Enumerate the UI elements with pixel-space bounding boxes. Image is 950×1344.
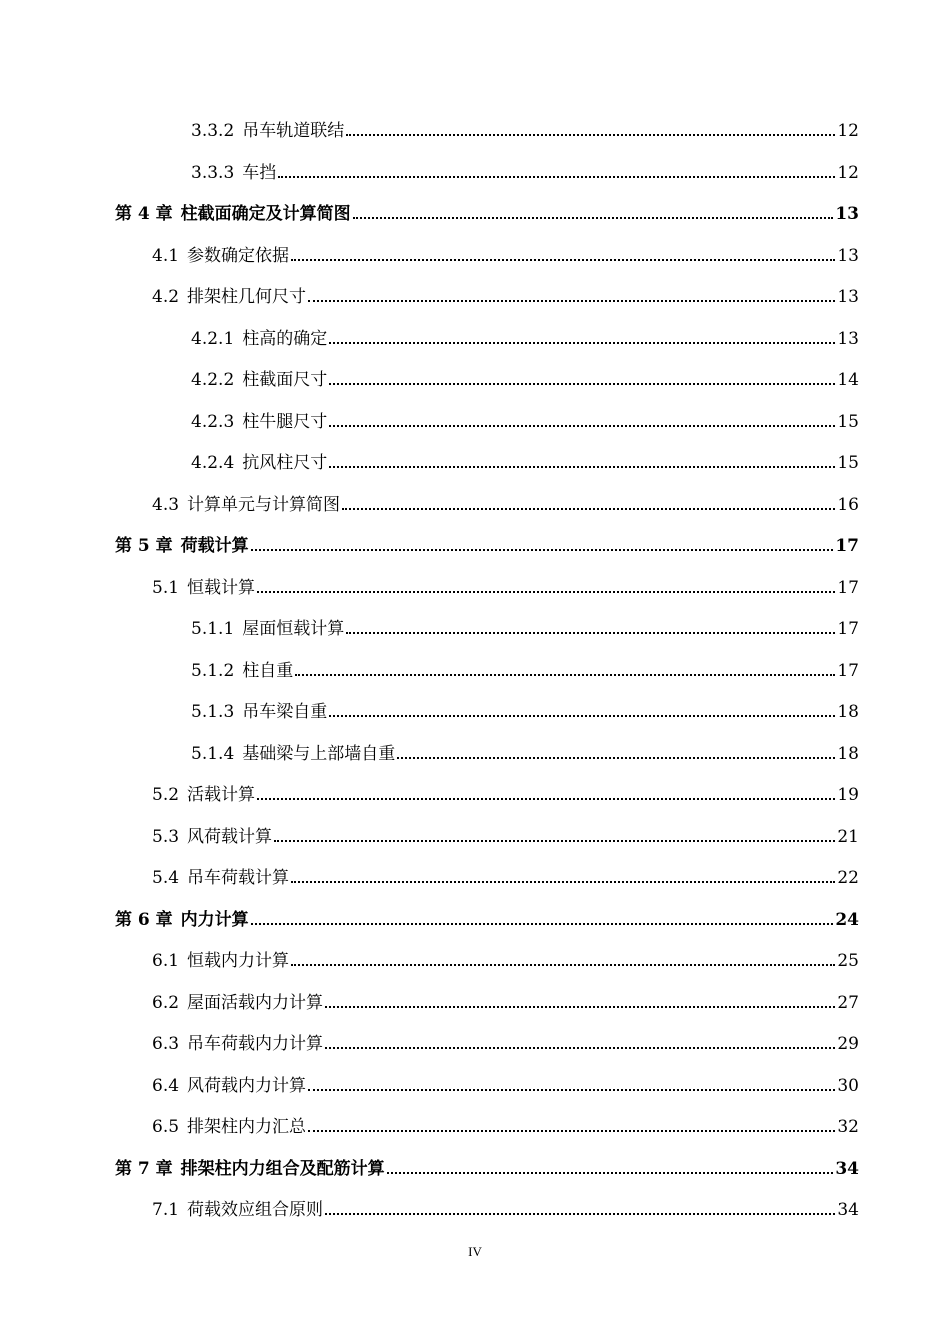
toc-entry-number: 5.3 [152,826,180,847]
toc-section-entry[interactable] [0,326,859,350]
toc-entry-title: 吊车荷载计算 [187,868,290,888]
toc-dot-leader [291,964,835,966]
toc-section-entry[interactable] [0,118,859,142]
toc-section-entry[interactable] [0,948,859,972]
toc-entry-page: 27 [837,992,859,1013]
toc-entry-page: 18 [837,702,859,722]
toc-entry-number: 5.1.3 [191,702,235,722]
toc-entry-number: 5.1.1 [191,619,235,639]
page-number-footer: IV [468,1244,482,1259]
toc-dot-leader [251,549,834,551]
toc-entry-text [115,203,351,225]
toc-entry-text [152,1033,323,1055]
toc-entry-text [115,1158,385,1180]
toc-entry-page: 16 [837,494,859,515]
toc-section-entry[interactable] [0,1073,859,1097]
toc-entry-title: 恒载内力计算 [187,951,290,971]
toc-section-entry[interactable] [0,824,859,848]
toc-dot-leader [329,425,835,427]
toc-entry-text [152,784,255,806]
toc-entry-title: 参数确定依据 [187,245,290,266]
toc-entry-number: 4.2.2 [191,370,235,390]
toc-dot-leader [251,923,834,925]
toc-entry-title: 柱牛腿尺寸 [242,411,328,432]
toc-dot-leader [346,134,835,136]
toc-entry-title: 排架柱内力组合及配筋计算 [180,1158,385,1179]
toc-entry-page: 21 [837,826,859,847]
toc-dot-leader [257,591,835,593]
toc-entry-text [191,452,327,474]
toc-entry-number: 5.2 [152,785,180,805]
toc-section-entry[interactable] [0,699,859,723]
toc-entry-number: 第 4 章 [115,204,173,224]
toc-entry-text [191,328,327,350]
toc-entry-title: 风荷载计算 [187,826,273,847]
toc-entry-number: 4.2.4 [191,453,235,473]
toc-entry-number: 5.1 [152,577,180,598]
toc-entry-title: 屋面活载内力计算 [187,992,324,1013]
toc-entry-text [191,618,344,640]
toc-dot-leader [329,715,835,717]
toc-entry-title: 风荷载内力计算 [187,1075,307,1096]
toc-entry-text [152,1199,323,1221]
toc-section-entry[interactable] [0,741,859,765]
toc-dot-leader [308,1089,835,1091]
toc-dot-leader [291,259,835,261]
toc-entry-number: 4.2.1 [191,328,235,349]
toc-entry-number: 6.1 [152,951,180,971]
toc-entry-number: 3.3.2 [191,121,235,141]
toc-dot-leader [325,1047,835,1049]
toc-section-entry[interactable] [0,1197,859,1221]
toc-section-entry[interactable] [0,409,859,433]
toc-dot-leader [325,1213,835,1215]
toc-entry-page: 17 [835,536,859,556]
toc-entry-page: 13 [837,287,859,307]
toc-entry-page: 32 [837,1117,859,1137]
toc-entry-text [152,867,289,889]
toc-chapter-entry[interactable] [0,907,859,931]
toc-entry-text [191,660,293,682]
toc-entry-number: 4.3 [152,494,180,515]
toc-dot-leader [325,1006,835,1008]
toc-entry-title: 抗风柱尺寸 [242,453,328,473]
toc-section-entry[interactable] [0,160,859,184]
toc-entry-page: 25 [837,951,859,971]
toc-dot-leader [397,757,835,759]
toc-chapter-entry[interactable] [0,1156,859,1180]
toc-dot-leader [257,798,835,800]
toc-entry-page: 13 [835,204,859,224]
toc-entry-page: 34 [835,1158,859,1179]
toc-dot-leader [387,1172,834,1174]
toc-entry-number: 第 6 章 [115,909,173,930]
toc-entry-number: 第 5 章 [115,536,173,556]
toc-entry-number: 7.1 [152,1200,180,1220]
toc-entry-title: 吊车轨道联结 [242,121,345,141]
toc-entry-number: 第 7 章 [115,1158,173,1179]
toc-entry-text [152,1075,306,1097]
toc-section-entry[interactable] [0,575,859,599]
toc-section-entry[interactable] [0,782,859,806]
toc-entry-title: 排架柱几何尺寸 [187,287,307,307]
toc-chapter-entry[interactable] [0,201,859,225]
toc-entry-number: 3.3.3 [191,162,235,183]
toc-entry-page: 15 [837,411,859,432]
toc-entry-title: 柱高的确定 [242,328,328,349]
toc-entry-page: 13 [837,328,859,349]
toc-entry-page: 15 [837,453,859,473]
toc-entry-text [152,826,272,848]
toc-entry-text [152,1116,306,1138]
toc-entry-number: 6.2 [152,992,180,1013]
toc-entry-page: 19 [837,785,859,805]
toc-entry-title: 柱截面确定及计算简图 [180,204,351,224]
toc-entry-number: 5.1.4 [191,743,235,764]
toc-entry-text [191,743,395,765]
toc-entry-title: 柱截面尺寸 [242,370,328,390]
toc-entry-text [152,577,255,599]
toc-entry-text [152,992,323,1014]
toc-entry-text [191,411,327,433]
toc-entry-title: 吊车梁自重 [242,702,328,722]
toc-dot-leader [274,840,835,842]
toc-entry-number: 6.4 [152,1075,180,1096]
toc-entry-page: 12 [837,162,859,183]
toc-entry-page: 30 [837,1075,859,1096]
toc-entry-title: 车挡 [242,162,277,183]
toc-dot-leader [308,1130,835,1132]
toc-entry-page: 24 [835,909,859,930]
toc-entry-text [191,120,344,142]
toc-entry-text [191,701,327,723]
toc-section-entry[interactable] [0,367,859,391]
toc-entry-text [191,369,327,391]
toc-entry-page: 14 [837,370,859,390]
toc-entry-page: 34 [837,1200,859,1220]
toc-dot-leader [291,881,835,883]
toc-chapter-entry[interactable] [0,533,859,557]
toc-entry-title: 吊车荷载内力计算 [187,1034,324,1054]
toc-section-entry[interactable] [0,616,859,640]
toc-entry-number: 5.4 [152,868,180,888]
toc-section-entry[interactable] [0,1114,859,1138]
toc-entry-title: 排架柱内力汇总 [187,1117,307,1137]
toc-dot-leader [353,217,834,219]
toc-entry-page: 17 [837,660,859,681]
toc-entry-text [152,494,340,516]
toc-entry-number: 4.1 [152,245,180,266]
toc-entry-page: 13 [837,245,859,266]
toc-section-entry[interactable] [0,243,859,267]
toc-entry-number: 4.2.3 [191,411,235,432]
toc-dot-leader [329,466,835,468]
toc-entry-title: 计算单元与计算简图 [187,494,341,515]
toc-entry-title: 荷载效应组合原则 [187,1200,324,1220]
toc-entry-text [152,286,306,308]
toc-dot-leader [278,176,835,178]
toc-entry-title: 恒载计算 [187,577,256,598]
toc-entry-page: 22 [837,868,859,888]
toc-entry-number: 4.2 [152,287,180,307]
toc-entry-page: 18 [837,743,859,764]
toc-section-entry[interactable] [0,658,859,682]
toc-entry-page: 17 [837,619,859,639]
toc-entry-text [115,535,249,557]
toc-entry-title: 活载计算 [187,785,256,805]
toc-dot-leader [308,300,835,302]
toc-entry-number: 5.1.2 [191,660,235,681]
toc-entry-text [152,245,289,267]
toc-dot-leader [329,342,835,344]
toc-section-entry[interactable] [0,990,859,1014]
toc-section-entry[interactable] [0,1031,859,1055]
toc-section-entry[interactable] [0,284,859,308]
toc-entry-page: 17 [837,577,859,598]
toc-entry-title: 屋面恒载计算 [242,619,345,639]
toc-section-entry[interactable] [0,865,859,889]
toc-entry-page: 12 [837,121,859,141]
toc-entry-number: 6.5 [152,1117,180,1137]
toc-dot-leader [342,508,835,510]
toc-dot-leader [346,632,835,634]
toc-dot-leader [295,674,835,676]
toc-section-entry[interactable] [0,450,859,474]
toc-dot-leader [329,383,835,385]
toc-entry-title: 内力计算 [180,909,249,930]
toc-entry-text [115,909,249,931]
toc-entry-page: 29 [837,1034,859,1054]
toc-entry-number: 6.3 [152,1034,180,1054]
toc-entry-title: 荷载计算 [180,536,249,556]
toc-entry-title: 基础梁与上部墙自重 [242,743,396,764]
toc-entry-text [152,950,289,972]
toc-section-entry[interactable] [0,492,859,516]
toc-entry-title: 柱自重 [242,660,294,681]
toc-entry-text [191,162,276,184]
